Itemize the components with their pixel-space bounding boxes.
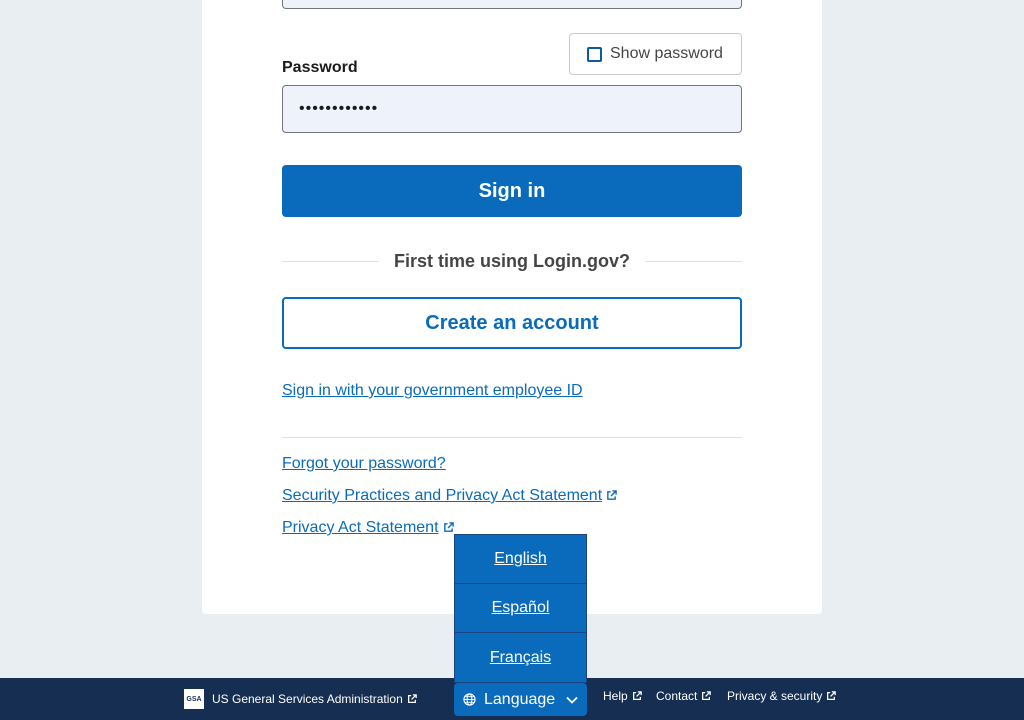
gsa-label: US General Services Administration (212, 692, 403, 706)
external-link-icon (606, 490, 617, 501)
language-button[interactable] (454, 683, 587, 716)
sign-in-button[interactable]: Sign in (282, 165, 742, 217)
email-input[interactable] (282, 0, 742, 9)
external-link-icon (632, 691, 642, 701)
forgot-password-link[interactable]: Forgot your password? (282, 455, 446, 472)
privacy-act-label: Privacy Act Statement (282, 519, 439, 536)
gsa-logo: GSA (184, 689, 204, 709)
contact-label: Contact (656, 689, 698, 703)
sign-in-card (202, 0, 822, 614)
privacy-security-link[interactable] (727, 689, 836, 703)
show-password-label: Show password (610, 45, 723, 62)
password-label: Password (282, 59, 358, 76)
external-link-icon (826, 691, 836, 701)
language-button-label: Language (484, 690, 556, 708)
contact-link[interactable] (656, 689, 711, 703)
chevron-down-icon (565, 693, 579, 707)
first-time-heading: First time using Login.gov? (394, 250, 630, 271)
security-practices-label: Security Practices and Privacy Act Statement (282, 487, 603, 504)
gsa-link[interactable] (184, 689, 417, 709)
password-value: •••••••••••• (299, 100, 379, 117)
language-option-espanol[interactable]: Español (455, 584, 586, 633)
first-time-divider (282, 248, 742, 274)
password-input[interactable] (282, 85, 742, 133)
security-practices-link[interactable] (282, 487, 617, 505)
external-link-icon (407, 694, 417, 704)
piv-signin-link[interactable]: Sign in with your government employee ID (282, 382, 583, 399)
help-label: Help (603, 689, 628, 703)
divider-line-left (282, 261, 379, 262)
privacy-act-link[interactable] (282, 519, 454, 537)
section-divider (282, 437, 742, 438)
external-link-icon (701, 691, 711, 701)
language-option-francais[interactable]: Français (489, 648, 552, 666)
divider-line-right (645, 261, 742, 262)
language-dropdown-menu (454, 534, 587, 683)
privacy-security-label: Privacy & security (727, 689, 823, 703)
show-password-toggle[interactable] (569, 33, 742, 75)
create-account-button[interactable]: Create an account (282, 297, 742, 349)
language-option-english[interactable]: English (455, 535, 586, 584)
help-link[interactable] (603, 689, 642, 703)
external-link-icon (443, 522, 454, 533)
show-password-checkbox[interactable] (587, 47, 602, 62)
globe-icon (463, 693, 476, 706)
